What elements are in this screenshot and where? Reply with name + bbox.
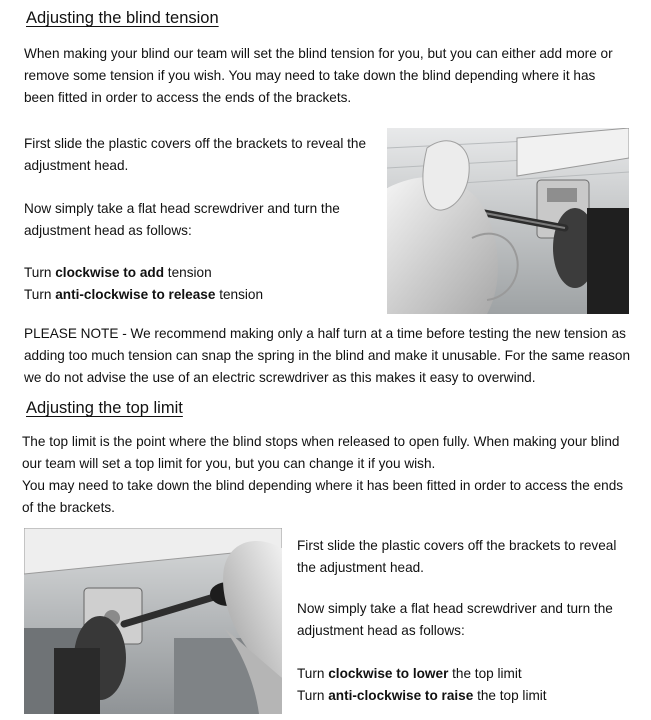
tension-note [24,323,632,389]
section-heading-top-limit: Adjusting the top limit [26,399,183,417]
top-limit-intro [22,431,630,519]
top-limit-turn-list [297,663,633,707]
top-limit-intro-text-2: You may need to take down the blind depending where it has been fitted in order to access the ends of the brackets. [22,478,624,515]
top-limit-step-1: First slide the plastic covers off the brackets to reveal the adjustment head. [297,538,617,575]
tension-bracket-photo [387,128,629,314]
tension-intro-text: When making your blind our team will set the blind tension for you, but you can either add more or remove some tension if you wish. You may need to take down the blind depending where it has been fitted in order to access the ends of the brackets. [24,46,613,105]
top-limit-intro-text-1: The top limit is the point where the blind stops when released to open fully. When making your blind our team will set a top limit for you, but you can change it if you wish. [22,434,620,471]
tension-step-1: First slide the plastic covers off the brackets to reveal the adjustment head. [24,136,367,173]
tension-note-text: PLEASE NOTE - We recommend making only a half turn at a time before testing the new tension as adding too much tension can snap the spring in the blind and make it unusable. For the same reason we do not advise the use of an electric screwdriver as this makes it easy to overwind. [24,326,631,385]
top-limit-step-2: Now simply take a flat head screwdriver and turn the adjustment head as follows: [297,601,613,638]
tension-intro [24,43,628,109]
top-limit-bracket-photo [24,528,282,714]
tension-step-2: Now simply take a flat head screwdriver and turn the adjustment head as follows: [24,201,340,238]
top-limit-turn-anticlockwise: Turn anti-clockwise to raise the top limit [297,688,547,703]
tension-turn-anticlockwise: Turn anti-clockwise to release tension [24,287,264,302]
tension-turn-clockwise: Turn clockwise to add tension [24,265,212,280]
tension-turn-list [24,262,369,306]
top-limit-turn-clockwise: Turn clockwise to lower the top limit [297,666,522,681]
section-heading-tension: Adjusting the blind tension [26,9,219,27]
